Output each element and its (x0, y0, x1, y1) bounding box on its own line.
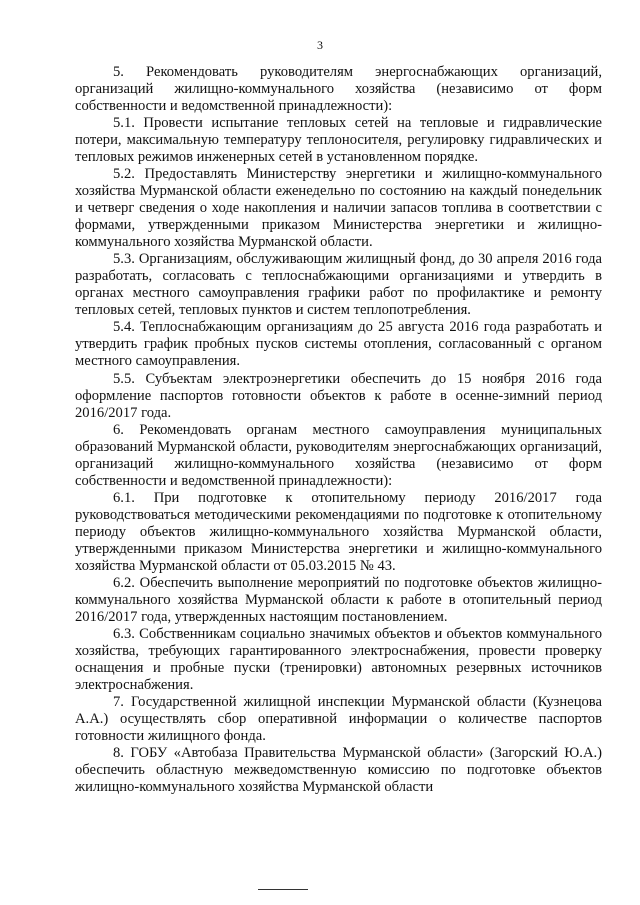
paragraph-5: 5. Рекомендовать руководителям энергоснабжающих организаций, организаций жилищно-коммунального хозяйства (независимо от форм собственности и ведомственной принадлежности): (75, 64, 602, 114)
paragraph-6-1: 6.1. При подготовке к отопительному периоду 2016/2017 года руководствоваться методическими рекомендациями по подготовке к отопительному периоду объектов жилищно-коммунального хозяйства Мурманской области, утвержденными приказом Министерства энергетики и жилищно-коммунального хозяйства Мурманской области от 05.03.2015 № 43. (75, 489, 602, 574)
document-body (75, 64, 602, 797)
page-number: 3 (317, 38, 323, 52)
paragraph-6-2: 6.2. Обеспечить выполнение мероприятий по подготовке объектов жилищно-коммунального хозяйства Мурманской области к работе в отопительный период 2016/2017 года, утвержденных настоящим постановлением. (75, 574, 602, 625)
paragraph-5-2: 5.2. Предоставлять Министерству энергетики и жилищно-коммунального хозяйства Мурманской области еженедельно по состоянию на каждый понедельник и четверг сведения о ходе накопления и наличии запасов топлива в соответствии с формами, утвержденными приказом Министерства энергетики и жилищно-коммунального хозяйства Мурманской области. (75, 166, 602, 251)
footer-rule (258, 889, 308, 890)
paragraph-6-3: 6.3. Собственникам социально значимых объектов и объектов коммунального хозяйства, требующих гарантированного электроснабжения, провести проверку оснащения и пробные пуски (тренировки) автономных резервных источников электроснабжения. (75, 626, 602, 693)
paragraph-6: 6. Рекомендовать органам местного самоуправления муниципальных образований Мурманской области, руководителям энергоснабжающих организаций, организаций жилищно-коммунального хозяйства (независимо от форм собственности и ведомственной принадлежности): (75, 421, 602, 489)
paragraph-8: 8. ГОБУ «Автобаза Правительства Мурманской области» (Загорский Ю.А.) обеспечить областную межведомственную комиссию по подготовке объектов жилищно-коммунального хозяйства Мурманской области (75, 745, 602, 796)
paragraph-5-5: 5.5. Субъектам электроэнергетики обеспечить до 15 ноября 2016 года оформление паспортов готовности объектов к работе в осенне-зимний период 2016/2017 года. (75, 370, 602, 421)
paragraph-5-1: 5.1. Провести испытание тепловых сетей на тепловые и гидравлические потери, максимальную температуру теплоносителя, регулировку гидравлических и тепловых режимов инженерных сетей в установленном порядке. (75, 115, 602, 166)
paragraph-7: 7. Государственной жилищной инспекции Мурманской области (Кузнецова А.А.) осуществлять сбор оперативной информации о количестве паспортов готовности жилищного фонда. (75, 694, 602, 745)
paragraph-5-4: 5.4. Теплоснабжающим организациям до 25 августа 2016 года разработать и утвердить график пробных пусков системы отопления, согласованный с органом местного самоуправления. (75, 319, 602, 370)
paragraph-5-3: 5.3. Организациям, обслуживающим жилищный фонд, до 30 апреля 2016 года разработать, согласовать с теплоснабжающими организациями и утвердить в органах местного самоуправления графики работ по профилактике и ремонту тепловых сетей, тепловых пунктов и систем теплопотребления. (75, 251, 602, 319)
